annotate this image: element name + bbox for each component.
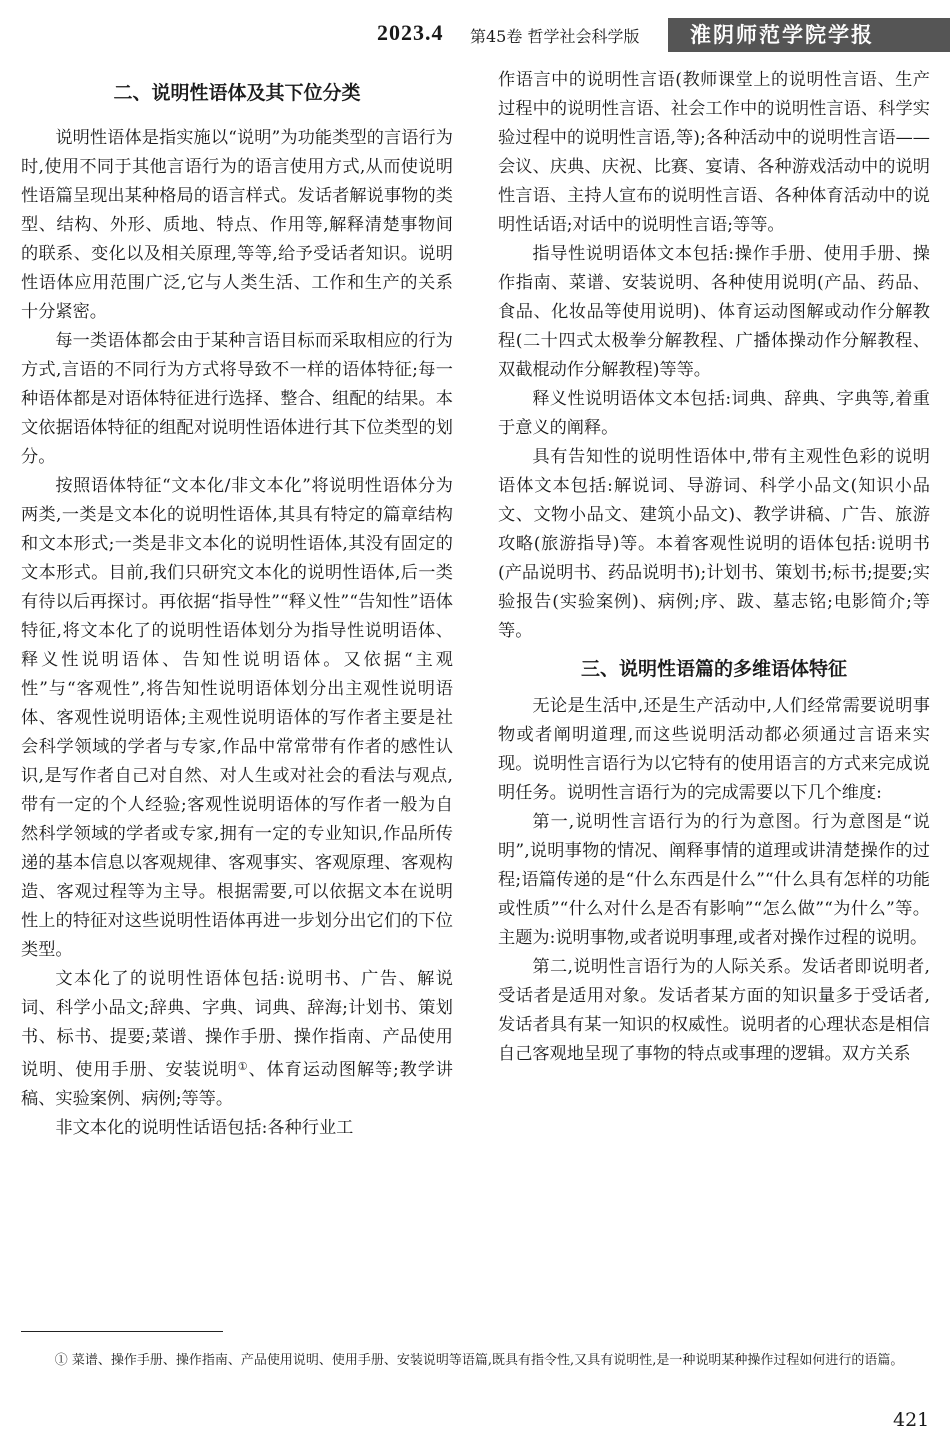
page-header — [0, 18, 950, 52]
paragraph: 具有告知性的说明性语体中,带有主观性色彩的说明语体文本包括:解说词、导游词、科学小品文(知识小品文、文物小品文、建筑小品文)、教学讲稿、广告、旅游攻略(旅游指导)等。本着客观性说明的语体包括:说明书(产品说明书、药品说明书);计划书、策划书;标书;提要;实验报告(实验案例)、病例;序、跋、墓志铭;电影简介;等等。 — [498, 447, 930, 641]
paragraph: 按照语体特征“文本化/非文本化”将说明性语体分为两类,一类是文本化的说明性语体,其具有特定的篇章结构和文本形式;一类是非文本化的说明性语体,其没有固定的文本形式。目前,我们只研究文本化的说明性语体,后一类有待以后再探讨。再依据“指导性”“释义性”“告知性”语体特征,将文本化了的说明性语体划分为指导性说明语体、释义性说明语体、告知性说明语体。又依据“主观性”与“客观性”,将告知性说明语体划分出主观性说明语体、客观性说明语体;主观性说明语体的写作者主要是社会科学领域的学者与专家,作品中常常带有作者的感性认识,是写作者自己对自然、对人生或对社会的看法与观点,带有一定的个人经验;客观性说明语体的写作者一般为自然科学领域的学者或专家,拥有一定的专业知识,作品所传递的基本信息以客观规律、客观事实、客观原理、客观构造、客观过程等为主导。根据需要,可以依据文本在说明性上的特征对这些说明性语体再进一步划分出它们的下位类型。 — [21, 476, 453, 960]
footnote-divider — [21, 1331, 223, 1332]
footnote: ① 菜谱、操作手册、操作指南、产品使用说明、使用手册、安装说明等语篇,既具有指令性,又具有说明性,是一种说明某种操作过程如何进行的语篇。 — [54, 1353, 904, 1368]
page-number: 421 — [893, 1409, 930, 1431]
paragraph: 无论是生活中,还是生产活动中,人们经常需要说明事物或者阐明道理,而这些说明活动都必须通过言语来实现。说明性言语行为以它特有的使用语言的方式来完成说明任务。说明性言语行为的完成需要以下几个维度: — [498, 696, 930, 803]
paragraph-text: 文本化了的说明性语体包括:说明书、广告、解说词、科学小品文;辞典、字典、词典、辞海;计划书、策划书、标书、提要;菜谱、操作手册、操作指南、产品使用说明、使用手册、安装说明 — [21, 969, 453, 1080]
paragraph: 第二,说明性言语行为的人际关系。发话者即说明者,受话者是适用对象。发话者某方面的知识量多于受话者,发话者具有某一知识的权威性。说明者的心理状态是相信自己客观地呈现了事物的特点或事理的逻辑。双方关系 — [498, 957, 930, 1064]
paragraph: 每一类语体都会由于某种言语目标而采取相应的行为方式,言语的不同行为方式将导致不一样的语体特征;每一种语体都是对语体特征进行选择、整合、组配的结果。本文依据语体特征的组配对说明性语体进行其下位类型的划分。 — [21, 331, 453, 467]
paragraph: 说明性语体是指实施以“说明”为功能类型的言语行为时,使用不同于其他言语行为的语言使用方式,从而使说明性语篇呈现出某种格局的语言样式。发话者解说事物的类型、结构、外形、质地、特点、作用等,解释清楚事物间的联系、变化以及相关原理,等等,给予受话者知识。说明性语体应用范围广泛,它与人类生活、工作和生产的关系十分紧密。 — [21, 128, 453, 322]
paragraph-with-footnote — [21, 965, 453, 1114]
section-title-2: 二、说明性语体及其下位分类 — [113, 82, 361, 104]
footnote-marker[interactable]: ① — [237, 1060, 249, 1073]
paragraph: 第一,说明性言语行为的行为意图。行为意图是“说明”,说明事物的情况、阐释事情的道理或讲清楚操作的过程;语篇传递的是“什么东西是什么”“什么具有怎样的功能或性质”“什么对什么是否有影响”“怎么做”“为什么”等。主题为:说明事物,或者说明事理,或者对操作过程的说明。 — [498, 812, 930, 948]
journal-title: 淮阴师范学院学报 — [668, 18, 950, 52]
paragraph-continued: 作语言中的说明性言语(教师课堂上的说明性言语、生产过程中的说明性言语、社会工作中的说明性言语、科学实验过程中的说明性言语,等);各种活动中的说明性言语——会议、庆典、庆祝、比赛、宴请、各种游戏活动中的说明性言语、主持人宣布的说明性言语、各种体育活动中的说明性话语;对话中的说明性言语;等等。 — [498, 70, 930, 235]
section-title-3: 三、说明性语篇的多维语体特征 — [580, 658, 847, 680]
paragraph: 非文本化的说明性话语包括:各种行业工 — [55, 1118, 354, 1138]
right-column — [498, 66, 930, 1069]
paragraph-text: 、体育运动图解等;教学讲稿、实验案例、病例;等等。 — [21, 1060, 453, 1109]
volume-info: 第45卷 哲学社会科学版 — [470, 27, 640, 46]
paragraph: 释义性说明语体文本包括:词典、辞典、字典等,着重于意义的阐释。 — [498, 389, 930, 438]
left-column — [21, 66, 453, 1143]
paragraph: 指导性说明语体文本包括:操作手册、使用手册、操作指南、菜谱、安装说明、各种使用说明(产品、药品、食品、化妆品等使用说明)、体育运动图解或动作分解教程(二十四式太极拳分解教程、广播体操动作分解教程、双截棍动作分解教程)等等。 — [498, 244, 930, 380]
issue-date: 2023.4 — [377, 20, 444, 45]
